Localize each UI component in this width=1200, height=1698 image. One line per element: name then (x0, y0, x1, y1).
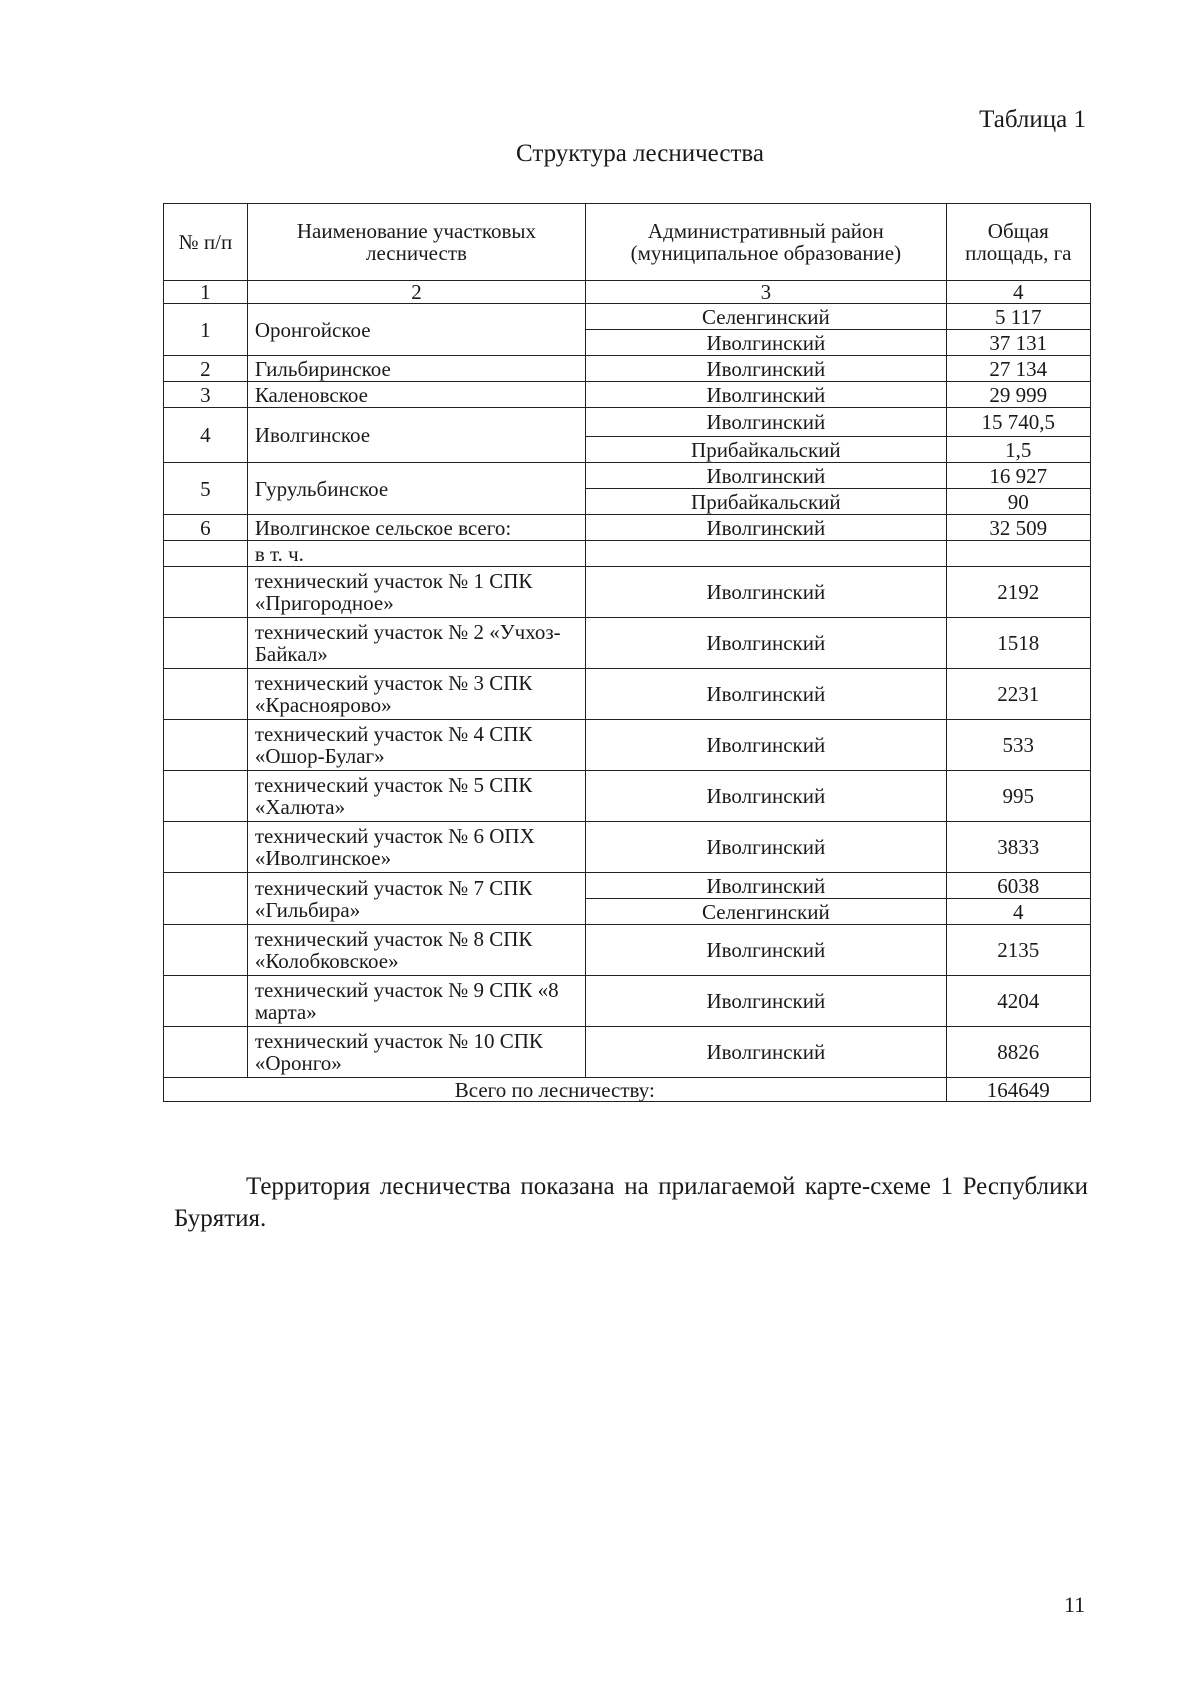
table-row (164, 822, 1091, 873)
cell-district: Иволгинский (586, 408, 947, 437)
cell-name: технический участок № 6 ОПХ «Иволгинское» (247, 822, 585, 873)
table-row (164, 304, 1091, 330)
cell-name: технический участок № 9 СПК «8 марта» (247, 976, 585, 1027)
table-label: Таблица 1 (979, 106, 1086, 133)
cell-no: 1 (164, 304, 248, 356)
cell-district: Иволгинский (586, 567, 947, 618)
cell-name: технический участок № 1 СПК «Пригородное» (247, 567, 585, 618)
cell-name: Оронгойское (247, 304, 585, 356)
table-row (164, 408, 1091, 437)
map-reference-paragraph: Территория лесничества показана на прилагаемой карте-схеме 1 Республики Бурятия. (174, 1173, 1088, 1232)
table-header-row (164, 204, 1091, 281)
cell-area (946, 541, 1090, 567)
column-number-row (164, 281, 1091, 304)
table-row (164, 567, 1091, 618)
table-row (164, 515, 1091, 541)
cell-district: Иволгинский (586, 356, 947, 382)
cell-no: 5 (164, 463, 248, 515)
cell-no (164, 720, 248, 771)
cell-no (164, 1027, 248, 1078)
cell-district: Иволгинский (586, 382, 947, 408)
cell-name: технический участок № 4 СПК «Ошор-Булаг» (247, 720, 585, 771)
cell-no (164, 669, 248, 720)
cell-area: 29 999 (946, 382, 1090, 408)
cell-name: технический участок № 8 СПК «Колобковское» (247, 925, 585, 976)
table-row (164, 463, 1091, 489)
cell-area: 16 927 (946, 463, 1090, 489)
table-row (164, 618, 1091, 669)
cell-district: Иволгинский (586, 925, 947, 976)
cell-area: 1518 (946, 618, 1090, 669)
cell-area: 32 509 (946, 515, 1090, 541)
cell-name: Иволгинское сельское всего: (247, 515, 585, 541)
cell-district: Иволгинский (586, 771, 947, 822)
cell-name: технический участок № 5 СПК «Халюта» (247, 771, 585, 822)
total-row (164, 1078, 1091, 1102)
cell-area: 2135 (946, 925, 1090, 976)
cell-no: 4 (164, 408, 248, 463)
table-row (164, 356, 1091, 382)
cell-district: Иволгинский (586, 873, 947, 899)
cell-district: Иволгинский (586, 1027, 947, 1078)
header-no: № п/п (164, 204, 248, 281)
page-title-text: Структура лесничества (516, 140, 764, 167)
cell-area: 5 117 (946, 304, 1090, 330)
header-district: Административный район (муниципальное образование) (586, 204, 947, 281)
cell-area: 2192 (946, 567, 1090, 618)
table-row (164, 771, 1091, 822)
cell-no (164, 873, 248, 925)
table-row (164, 976, 1091, 1027)
cell-area: 995 (946, 771, 1090, 822)
cell-no (164, 925, 248, 976)
cell-district: Прибайкальский (586, 437, 947, 463)
cell-no (164, 567, 248, 618)
table-row (164, 669, 1091, 720)
cell-area: 37 131 (946, 330, 1090, 356)
cell-no (164, 771, 248, 822)
table-row (164, 720, 1091, 771)
cell-area: 6038 (946, 873, 1090, 899)
cell-area: 4 (946, 899, 1090, 925)
cell-name: Гильбиринское (247, 356, 585, 382)
cell-name: технический участок № 7 СПК «Гильбира» (247, 873, 585, 925)
cell-name: технический участок № 3 СПК «Краснoярово» (247, 669, 585, 720)
cell-district: Селенгинский (586, 304, 947, 330)
cell-no: 2 (164, 356, 248, 382)
cell-area: 27 134 (946, 356, 1090, 382)
cell-district (586, 541, 947, 567)
cell-name: технический участок № 10 СПК «Оронго» (247, 1027, 585, 1078)
cell-area: 8826 (946, 1027, 1090, 1078)
cell-area: 15 740,5 (946, 408, 1090, 437)
cell-area: 3833 (946, 822, 1090, 873)
header-area: Общая площадь, га (946, 204, 1090, 281)
cell-district: Иволгинский (586, 669, 947, 720)
cell-no (164, 822, 248, 873)
column-number: 4 (946, 281, 1090, 304)
cell-name: Гурульбинское (247, 463, 585, 515)
column-number: 2 (247, 281, 585, 304)
cell-no: 3 (164, 382, 248, 408)
cell-area: 1,5 (946, 437, 1090, 463)
cell-area: 533 (946, 720, 1090, 771)
cell-district: Иволгинский (586, 463, 947, 489)
table-row (164, 382, 1091, 408)
cell-name: Каленовское (247, 382, 585, 408)
cell-no (164, 976, 248, 1027)
cell-name: в т. ч. (247, 541, 585, 567)
column-number: 3 (586, 281, 947, 304)
cell-district: Прибайкальский (586, 489, 947, 515)
cell-district: Иволгинский (586, 515, 947, 541)
cell-district: Селенгинский (586, 899, 947, 925)
table-row (164, 541, 1091, 567)
table-row (164, 925, 1091, 976)
cell-area: 4204 (946, 976, 1090, 1027)
total-label: Всего по лесничеству: (164, 1078, 947, 1102)
cell-area: 2231 (946, 669, 1090, 720)
table-row (164, 873, 1091, 899)
page-title (0, 140, 1200, 168)
table-row (164, 1027, 1091, 1078)
cell-name: Иволгинское (247, 408, 585, 463)
cell-no (164, 618, 248, 669)
cell-no: 6 (164, 515, 248, 541)
page-number: 11 (1064, 1592, 1086, 1617)
cell-no (164, 541, 248, 567)
forestry-structure-table (163, 203, 1091, 1102)
total-area: 164649 (946, 1078, 1090, 1102)
cell-district: Иволгинский (586, 720, 947, 771)
header-name: Наименование участковых лесничеств (247, 204, 585, 281)
cell-district: Иволгинский (586, 330, 947, 356)
cell-district: Иволгинский (586, 822, 947, 873)
cell-name: технический участок № 2 «Учхоз-Байкал» (247, 618, 585, 669)
cell-district: Иволгинский (586, 976, 947, 1027)
cell-district: Иволгинский (586, 618, 947, 669)
cell-area: 90 (946, 489, 1090, 515)
column-number: 1 (164, 281, 248, 304)
